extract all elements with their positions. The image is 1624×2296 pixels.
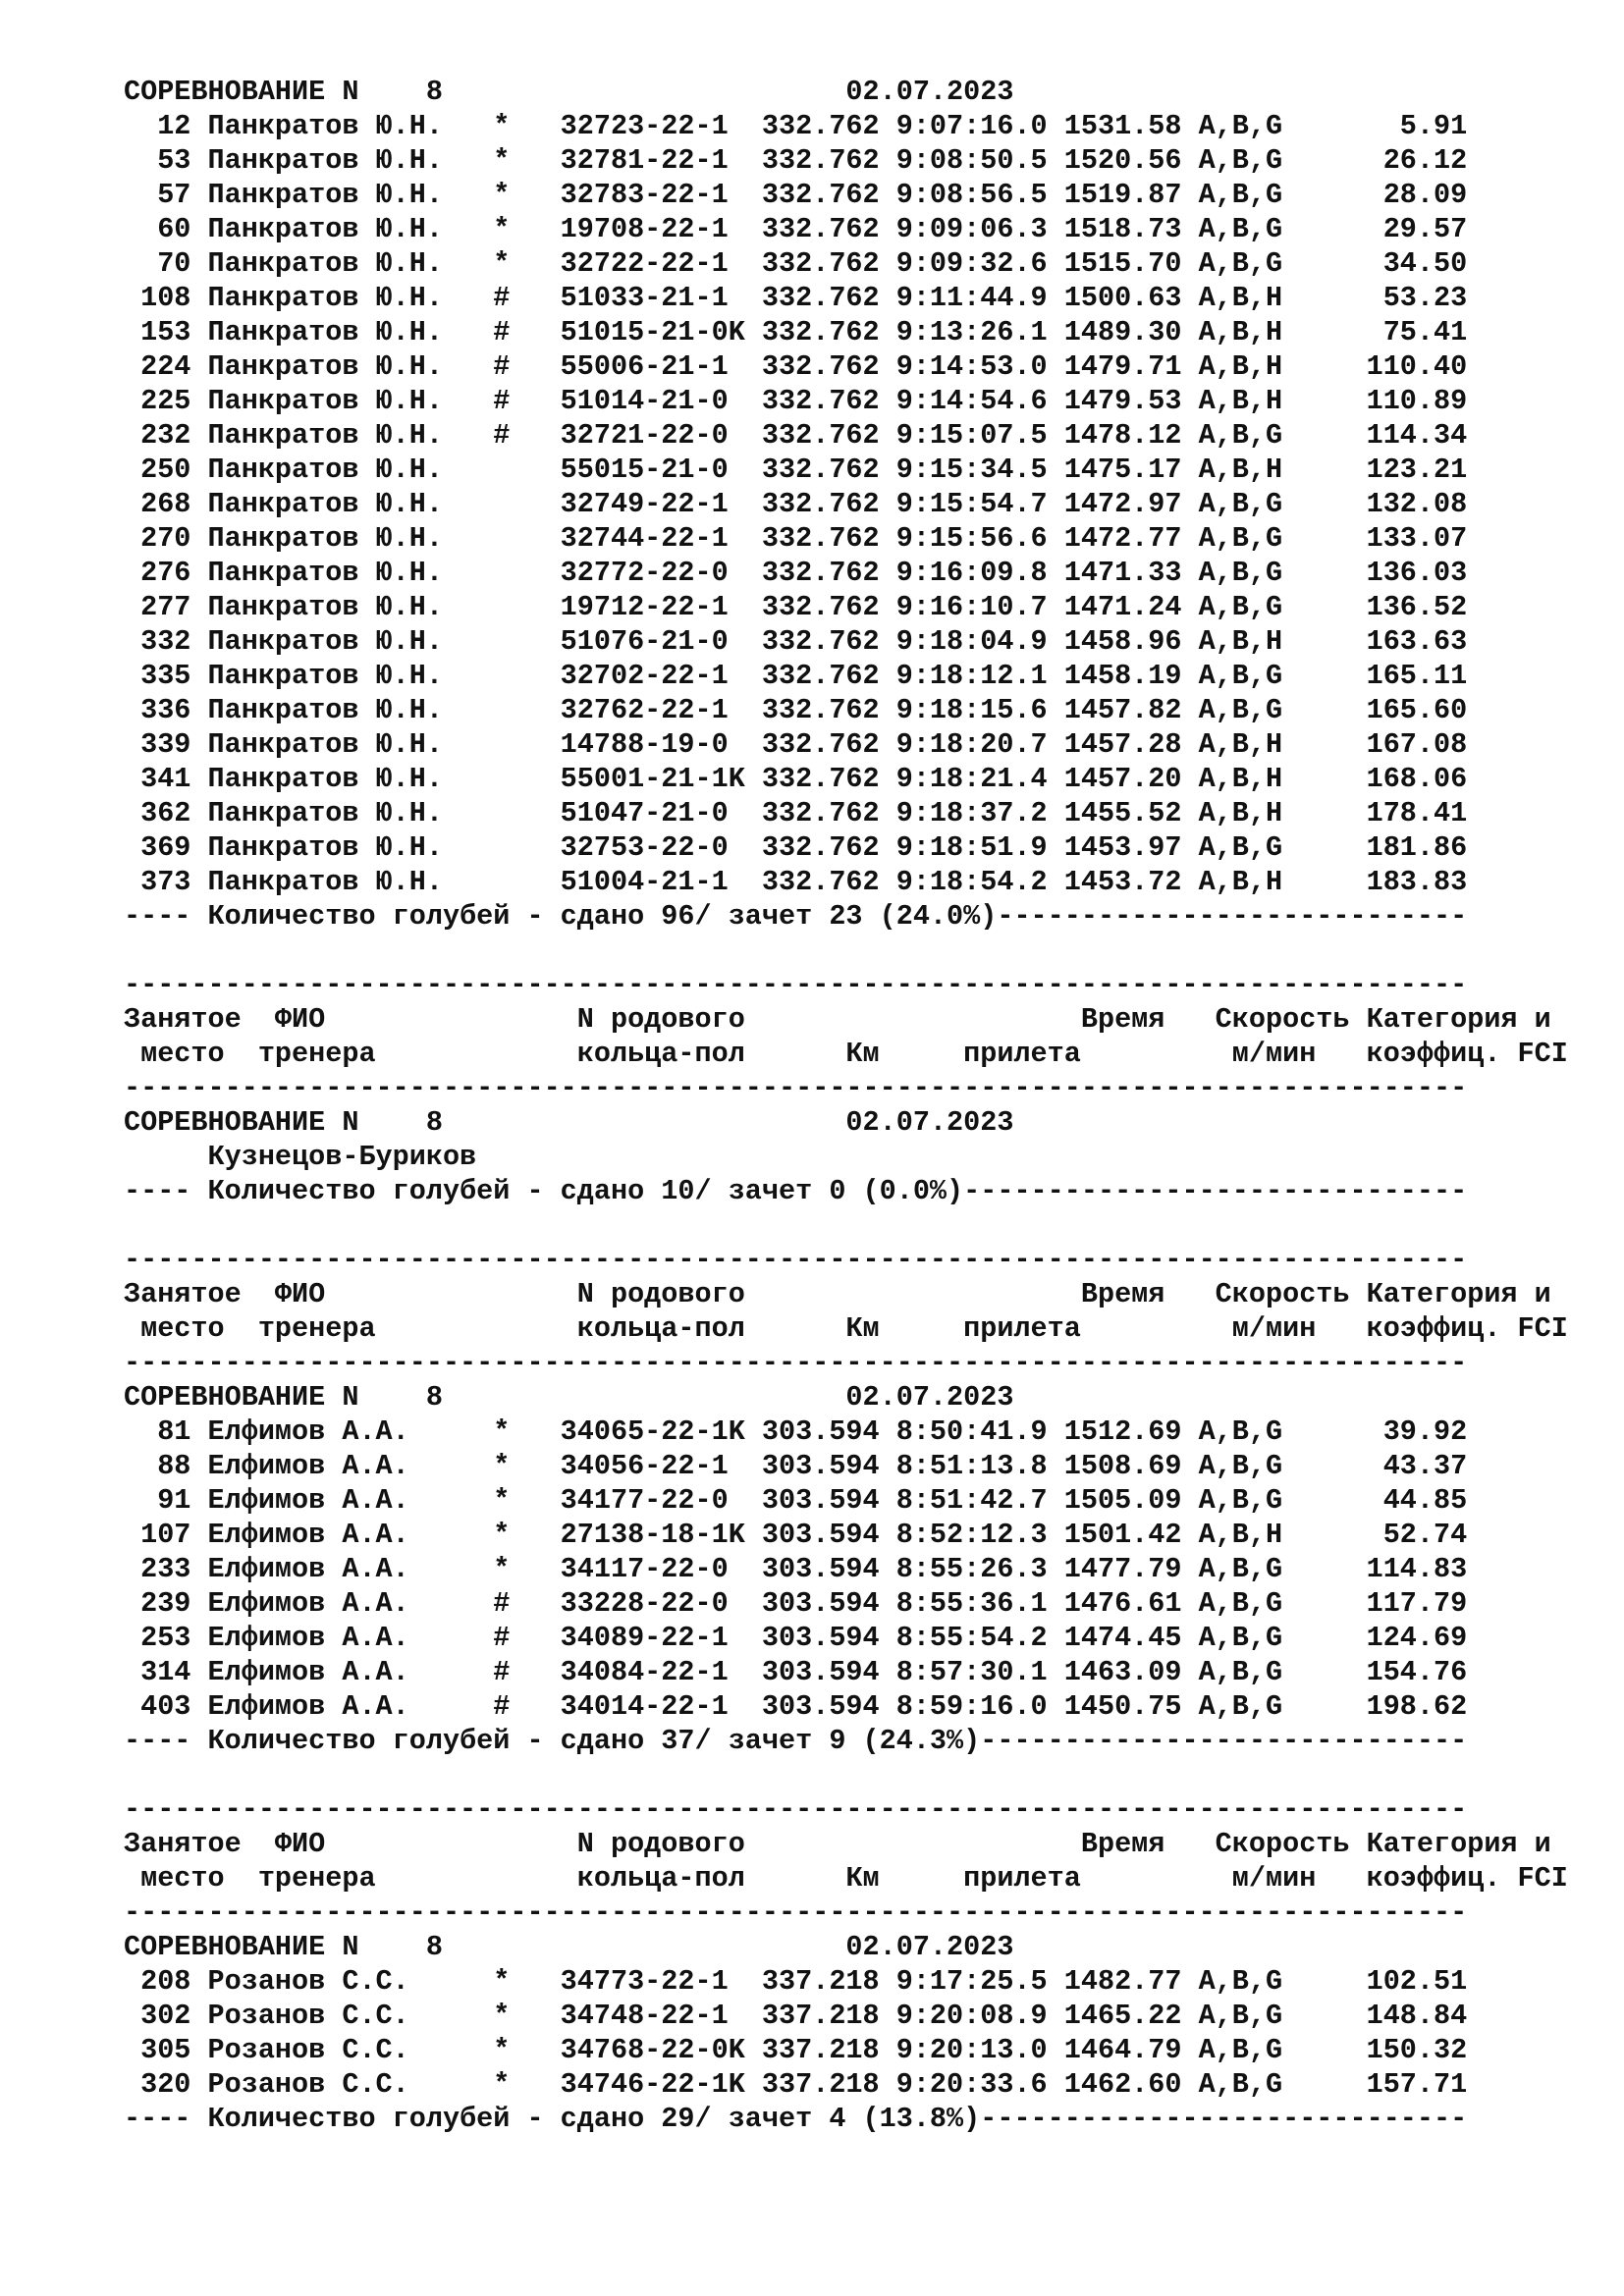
- spacer: [124, 1208, 1568, 1243]
- result-row: 305 Розанов С.С. * 34768-22-0K 337.218 9:20:13.0 1464.79 A,B,G 150.32: [124, 2034, 1468, 2066]
- result-row: 268 Панкратов Ю.Н. 32749-22-1 332.762 9:15:54.7 1472.97 A,B,G 132.08: [124, 488, 1468, 520]
- result-row: 335 Панкратов Ю.Н. 32702-22-1 332.762 9:18:12.1 1458.19 A,B,G 165.11: [124, 660, 1468, 692]
- result-row: 253 Елфимов А.А. # 34089-22-1 303.594 8:55:54.2 1474.45 A,B,G 124.69: [124, 1622, 1468, 1654]
- result-row: 53 Панкратов Ю.Н. * 32781-22-1 332.762 9:08:50.5 1520.56 A,B,G 26.12: [124, 144, 1468, 177]
- result-row: 88 Елфимов А.А. * 34056-22-1 303.594 8:51:13.8 1508.69 A,B,G 43.37: [124, 1450, 1468, 1482]
- competition-title: СОРЕВНОВАНИЕ N 8 02.07.2023: [124, 1106, 1014, 1139]
- result-row: 250 Панкратов Ю.Н. 55015-21-0 332.762 9:15:34.5 1475.17 A,B,H 123.21: [124, 454, 1468, 486]
- result-row: 270 Панкратов Ю.Н. 32744-22-1 332.762 9:15:56.6 1472.77 A,B,G 133.07: [124, 522, 1468, 555]
- result-row: 277 Панкратов Ю.Н. 19712-22-1 332.762 9:16:10.7 1471.24 A,B,G 136.52: [124, 591, 1468, 623]
- divider: --------------------------------------------------------------------------------: [124, 1347, 1468, 1379]
- result-row: 373 Панкратов Ю.Н. 51004-21-1 332.762 9:18:54.2 1453.72 A,B,H 183.83: [124, 866, 1468, 898]
- spacer: [124, 1758, 1568, 1792]
- divider: --------------------------------------------------------------------------------: [124, 1244, 1468, 1276]
- fancier-name: Кузнецов-Буриков: [124, 1141, 477, 1173]
- column-header-line-2: место тренера кольца-пол Км прилета м/мин коэффиц. FCI: [124, 1312, 1568, 1345]
- section-summary: ---- Количество голубей - сдано 29/ зачет 4 (13.8%)-----------------------------: [124, 2103, 1468, 2135]
- result-row: 57 Панкратов Ю.Н. * 32783-22-1 332.762 9:08:56.5 1519.87 A,B,G 28.09: [124, 179, 1468, 211]
- divider: --------------------------------------------------------------------------------: [124, 1896, 1468, 1929]
- column-header-line-1: Занятое ФИО N родового Время Скорость Категория и: [124, 1828, 1551, 1860]
- divider: --------------------------------------------------------------------------------: [124, 1072, 1468, 1104]
- result-row: 107 Елфимов А.А. * 27138-18-1K 303.594 8:52:12.3 1501.42 A,B,H 52.74: [124, 1519, 1468, 1551]
- result-row: 12 Панкратов Ю.Н. * 32723-22-1 332.762 9:07:16.0 1531.58 A,B,G 5.91: [124, 110, 1468, 142]
- result-row: 91 Елфимов А.А. * 34177-22-0 303.594 8:51:42.7 1505.09 A,B,G 44.85: [124, 1484, 1468, 1517]
- competition-title: СОРЕВНОВАНИЕ N 8 02.07.2023: [124, 1381, 1014, 1414]
- result-row: 314 Елфимов А.А. # 34084-22-1 303.594 8:57:30.1 1463.09 A,B,G 154.76: [124, 1656, 1468, 1688]
- result-row: 332 Панкратов Ю.Н. 51076-21-0 332.762 9:18:04.9 1458.96 A,B,H 163.63: [124, 625, 1468, 658]
- divider: --------------------------------------------------------------------------------: [124, 969, 1468, 1001]
- result-row: 320 Розанов С.С. * 34746-22-1K 337.218 9:20:33.6 1462.60 A,B,G 157.71: [124, 2068, 1468, 2101]
- result-row: 153 Панкратов Ю.Н. # 51015-21-0K 332.762 9:13:26.1 1489.30 A,B,H 75.41: [124, 316, 1468, 348]
- competition-title: СОРЕВНОВАНИЕ N 8 02.07.2023: [124, 76, 1014, 108]
- race-results-report: [124, 75, 1568, 2136]
- result-row: 208 Розанов С.С. * 34773-22-1 337.218 9:17:25.5 1482.77 A,B,G 102.51: [124, 1965, 1468, 1998]
- competition-title: СОРЕВНОВАНИЕ N 8 02.07.2023: [124, 1931, 1014, 1963]
- result-row: 225 Панкратов Ю.Н. # 51014-21-0 332.762 9:14:54.6 1479.53 A,B,H 110.89: [124, 385, 1468, 417]
- result-row: 233 Елфимов А.А. * 34117-22-0 303.594 8:55:26.3 1477.79 A,B,G 114.83: [124, 1553, 1468, 1585]
- result-row: 341 Панкратов Ю.Н. 55001-21-1K 332.762 9:18:21.4 1457.20 A,B,H 168.06: [124, 763, 1468, 795]
- result-row: 339 Панкратов Ю.Н. 14788-19-0 332.762 9:18:20.7 1457.28 A,B,H 167.08: [124, 728, 1468, 761]
- column-header-line-2: место тренера кольца-пол Км прилета м/мин коэффиц. FCI: [124, 1862, 1568, 1895]
- result-row: 369 Панкратов Ю.Н. 32753-22-0 332.762 9:18:51.9 1453.97 A,B,G 181.86: [124, 831, 1468, 864]
- result-row: 302 Розанов С.С. * 34748-22-1 337.218 9:20:08.9 1465.22 A,B,G 148.84: [124, 2000, 1468, 2032]
- result-row: 362 Панкратов Ю.Н. 51047-21-0 332.762 9:18:37.2 1455.52 A,B,H 178.41: [124, 797, 1468, 829]
- result-row: 224 Панкратов Ю.Н. # 55006-21-1 332.762 9:14:53.0 1479.71 A,B,H 110.40: [124, 350, 1468, 383]
- result-row: 232 Панкратов Ю.Н. # 32721-22-0 332.762 9:15:07.5 1478.12 A,B,G 114.34: [124, 419, 1468, 452]
- section-summary: ---- Количество голубей - сдано 37/ зачет 9 (24.3%)-----------------------------: [124, 1725, 1468, 1757]
- section-summary: ---- Количество голубей - сдано 10/ зачет 0 (0.0%)------------------------------: [124, 1175, 1468, 1207]
- result-row: 70 Панкратов Ю.Н. * 32722-22-1 332.762 9:09:32.6 1515.70 A,B,G 34.50: [124, 247, 1468, 280]
- result-row: 81 Елфимов А.А. * 34065-22-1K 303.594 8:50:41.9 1512.69 A,B,G 39.92: [124, 1415, 1468, 1448]
- column-header-line-1: Занятое ФИО N родового Время Скорость Категория и: [124, 1003, 1551, 1036]
- result-row: 276 Панкратов Ю.Н. 32772-22-0 332.762 9:16:09.8 1471.33 A,B,G 136.03: [124, 557, 1468, 589]
- result-row: 108 Панкратов Ю.Н. # 51033-21-1 332.762 9:11:44.9 1500.63 A,B,H 53.23: [124, 282, 1468, 314]
- result-row: 336 Панкратов Ю.Н. 32762-22-1 332.762 9:18:15.6 1457.82 A,B,G 165.60: [124, 694, 1468, 726]
- result-row: 403 Елфимов А.А. # 34014-22-1 303.594 8:59:16.0 1450.75 A,B,G 198.62: [124, 1690, 1468, 1723]
- column-header-line-2: место тренера кольца-пол Км прилета м/мин коэффиц. FCI: [124, 1038, 1568, 1070]
- section-summary: ---- Количество голубей - сдано 96/ зачет 23 (24.0%)----------------------------: [124, 900, 1468, 933]
- result-row: 239 Елфимов А.А. # 33228-22-0 303.594 8:55:36.1 1476.61 A,B,G 117.79: [124, 1587, 1468, 1620]
- column-header-line-1: Занятое ФИО N родового Время Скорость Категория и: [124, 1278, 1551, 1310]
- divider: --------------------------------------------------------------------------------: [124, 1793, 1468, 1826]
- spacer: [124, 934, 1568, 968]
- result-row: 60 Панкратов Ю.Н. * 19708-22-1 332.762 9:09:06.3 1518.73 A,B,G 29.57: [124, 213, 1468, 245]
